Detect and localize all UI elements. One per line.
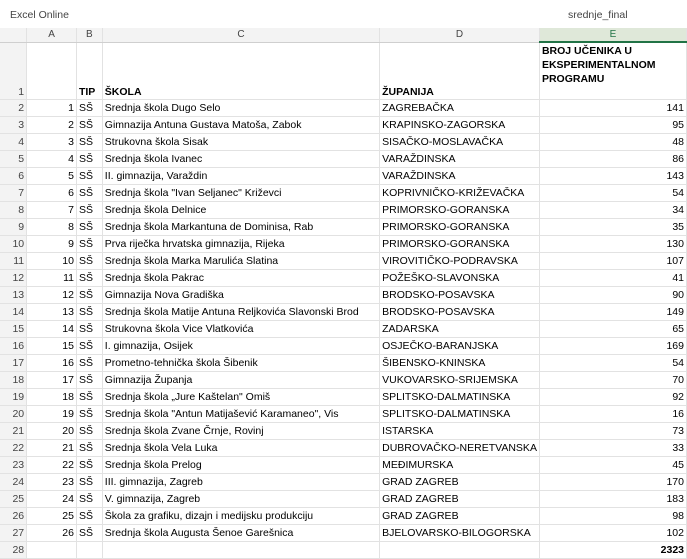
cell-e-broj[interactable]: 54 bbox=[539, 185, 686, 202]
table-row bbox=[0, 389, 687, 406]
column-header-e[interactable]: E bbox=[539, 28, 686, 42]
cell-a-index[interactable]: 4 bbox=[27, 151, 77, 168]
cell-a-index[interactable]: 17 bbox=[27, 372, 77, 389]
row-header[interactable]: 12 bbox=[0, 270, 27, 287]
cell-b-tip[interactable]: SŠ bbox=[76, 338, 102, 355]
cell-a-index[interactable]: 13 bbox=[27, 304, 77, 321]
cell-d-zupanija[interactable]: OSJEČKO-BARANJSKA bbox=[380, 338, 540, 355]
table-row bbox=[0, 406, 687, 423]
table-row bbox=[0, 202, 687, 219]
column-header-d[interactable]: D bbox=[380, 28, 540, 42]
row-header[interactable]: 28 bbox=[0, 542, 27, 559]
cell-a-index[interactable]: 6 bbox=[27, 185, 77, 202]
row-header[interactable]: 18 bbox=[0, 372, 27, 389]
cell-a-index[interactable]: 11 bbox=[27, 270, 77, 287]
column-header-c[interactable]: C bbox=[102, 28, 379, 42]
cell-a-index[interactable]: 20 bbox=[27, 423, 77, 440]
cell-b-tip[interactable]: SŠ bbox=[76, 168, 102, 185]
table-row bbox=[0, 372, 687, 389]
cell-d-zupanija[interactable]: GRAD ZAGREB bbox=[380, 491, 540, 508]
table-row bbox=[0, 134, 687, 151]
cell-a-index[interactable]: 14 bbox=[27, 321, 77, 338]
row-header[interactable]: 3 bbox=[0, 117, 27, 134]
row-header[interactable]: 19 bbox=[0, 389, 27, 406]
cell-e-broj[interactable]: 183 bbox=[539, 491, 686, 508]
cell-e-broj[interactable]: 16 bbox=[539, 406, 686, 423]
row-header[interactable]: 22 bbox=[0, 440, 27, 457]
cell-b-tip[interactable]: SŠ bbox=[76, 253, 102, 270]
cell-d-zupanija[interactable]: MEĐIMURSKA bbox=[380, 457, 540, 474]
cell-e-broj[interactable]: 107 bbox=[539, 253, 686, 270]
cell-c-skola[interactable]: Srednja škola Augusta Šenoe Garešnica bbox=[102, 525, 379, 542]
cell-e-broj[interactable]: 33 bbox=[539, 440, 686, 457]
cell-a-index[interactable]: 8 bbox=[27, 219, 77, 236]
cell-d-zupanija[interactable]: POŽEŠKO-SLAVONSKA bbox=[380, 270, 540, 287]
cell-b-tip[interactable]: SŠ bbox=[76, 372, 102, 389]
cell-e-broj[interactable]: 35 bbox=[539, 219, 686, 236]
cell-e-broj[interactable]: 98 bbox=[539, 508, 686, 525]
cell-d-zupanija[interactable]: VARAŽDINSKA bbox=[380, 168, 540, 185]
cell-d-zupanija[interactable]: KRAPINSKO-ZAGORSKA bbox=[380, 117, 540, 134]
cell-b-tip[interactable]: SŠ bbox=[76, 355, 102, 372]
header-cell-skola[interactable]: ŠKOLA bbox=[102, 42, 379, 100]
row-header[interactable]: 7 bbox=[0, 185, 27, 202]
cell-a-index[interactable]: 18 bbox=[27, 389, 77, 406]
cell-c-skola[interactable]: Srednja škola Dugo Selo bbox=[102, 100, 379, 117]
table-row bbox=[0, 287, 687, 304]
cell-a[interactable] bbox=[27, 542, 77, 559]
table-row bbox=[0, 355, 687, 372]
row-header[interactable]: 14 bbox=[0, 304, 27, 321]
cell-d-zupanija[interactable]: ZADARSKA bbox=[380, 321, 540, 338]
row-header[interactable]: 5 bbox=[0, 151, 27, 168]
cell-d-zupanija[interactable]: SPLITSKO-DALMATINSKA bbox=[380, 406, 540, 423]
row-header[interactable]: 6 bbox=[0, 168, 27, 185]
cell-b-tip[interactable]: SŠ bbox=[76, 508, 102, 525]
cell-b-tip[interactable]: SŠ bbox=[76, 304, 102, 321]
row-header[interactable]: 13 bbox=[0, 287, 27, 304]
cell-b-tip[interactable]: SŠ bbox=[76, 287, 102, 304]
table-row bbox=[0, 219, 687, 236]
title-bar bbox=[0, 0, 687, 28]
cell-e-broj[interactable]: 86 bbox=[539, 151, 686, 168]
cell-a-index[interactable]: 10 bbox=[27, 253, 77, 270]
table-row bbox=[0, 117, 687, 134]
header-cell-tip[interactable]: TIP bbox=[76, 42, 102, 100]
table-row bbox=[0, 474, 687, 491]
cell-c[interactable] bbox=[102, 542, 379, 559]
column-header-a[interactable]: A bbox=[27, 28, 77, 42]
cell-c-skola[interactable]: Srednja škola Pakrac bbox=[102, 270, 379, 287]
table-row bbox=[0, 253, 687, 270]
cell-b-tip[interactable]: SŠ bbox=[76, 117, 102, 134]
cell-a-index[interactable]: 26 bbox=[27, 525, 77, 542]
cell-e-broj[interactable]: 143 bbox=[539, 168, 686, 185]
cell-d-zupanija[interactable]: ŠIBENSKO-KNINSKA bbox=[380, 355, 540, 372]
table-row bbox=[0, 100, 687, 117]
cell-c-skola[interactable]: Srednja škola „Jure Kaštelan" Omiš bbox=[102, 389, 379, 406]
cell-c-skola[interactable]: Srednja škola Prelog bbox=[102, 457, 379, 474]
table-row bbox=[0, 457, 687, 474]
cell-c-skola[interactable]: III. gimnazija, Zagreb bbox=[102, 474, 379, 491]
cell-b[interactable] bbox=[76, 542, 102, 559]
header-cell-a[interactable] bbox=[27, 42, 77, 100]
header-cell-broj-ucenika[interactable]: BROJ UČENIKA U EKSPERIMENTALNOM PROGRAMU bbox=[539, 42, 686, 100]
cell-b-tip[interactable]: SŠ bbox=[76, 134, 102, 151]
cell-c-skola[interactable]: Srednja škola Ivanec bbox=[102, 151, 379, 168]
cell-c-skola[interactable]: Srednja škola Matije Antuna Reljkovića Slavonski Brod bbox=[102, 304, 379, 321]
cell-b-tip[interactable]: SŠ bbox=[76, 219, 102, 236]
table-row bbox=[0, 525, 687, 542]
table-row bbox=[0, 185, 687, 202]
row-header[interactable]: 2 bbox=[0, 100, 27, 117]
cell-d-zupanija[interactable]: SISAČKO-MOSLAVAČKA bbox=[380, 134, 540, 151]
cell-a-index[interactable]: 2 bbox=[27, 117, 77, 134]
cell-b-tip[interactable]: SŠ bbox=[76, 474, 102, 491]
table-row bbox=[0, 440, 687, 457]
document-name[interactable]: srednje_final bbox=[568, 9, 628, 21]
cell-c-skola[interactable]: Strukovna škola Vice Vlatkovića bbox=[102, 321, 379, 338]
cell-e-broj[interactable]: 34 bbox=[539, 202, 686, 219]
cell-a-index[interactable]: 12 bbox=[27, 287, 77, 304]
cell-e-broj[interactable]: 102 bbox=[539, 525, 686, 542]
cell-b-tip[interactable]: SŠ bbox=[76, 100, 102, 117]
cell-e-broj[interactable]: 141 bbox=[539, 100, 686, 117]
cell-b-tip[interactable]: SŠ bbox=[76, 525, 102, 542]
cell-b-tip[interactable]: SŠ bbox=[76, 389, 102, 406]
cell-c-skola[interactable]: Gimnazija Antuna Gustava Matoša, Zabok bbox=[102, 117, 379, 134]
row-header[interactable]: 20 bbox=[0, 406, 27, 423]
cell-b-tip[interactable]: SŠ bbox=[76, 321, 102, 338]
cell-e-broj[interactable]: 130 bbox=[539, 236, 686, 253]
table-row bbox=[0, 321, 687, 338]
cell-d-zupanija[interactable]: BRODSKO-POSAVSKA bbox=[380, 287, 540, 304]
cell-d-zupanija[interactable]: BJELOVARSKO-BILOGORSKA bbox=[380, 525, 540, 542]
cell-d-zupanija[interactable]: KOPRIVNIČKO-KRIŽEVAČKA bbox=[380, 185, 540, 202]
cell-a-index[interactable]: 22 bbox=[27, 457, 77, 474]
cell-c-skola[interactable]: V. gimnazija, Zagreb bbox=[102, 491, 379, 508]
cell-d-zupanija[interactable]: VARAŽDINSKA bbox=[380, 151, 540, 168]
row-header[interactable]: 24 bbox=[0, 474, 27, 491]
cell-c-skola[interactable]: II. gimnazija, Varaždin bbox=[102, 168, 379, 185]
cell-b-tip[interactable]: SŠ bbox=[76, 406, 102, 423]
cell-b-tip[interactable]: SŠ bbox=[76, 457, 102, 474]
row-header[interactable]: 15 bbox=[0, 321, 27, 338]
cell-e-broj[interactable]: 90 bbox=[539, 287, 686, 304]
cell-c-skola[interactable]: Gimnazija Nova Gradiška bbox=[102, 287, 379, 304]
row-header[interactable]: 11 bbox=[0, 253, 27, 270]
cell-b-tip[interactable]: SŠ bbox=[76, 491, 102, 508]
cell-a-index[interactable]: 3 bbox=[27, 134, 77, 151]
cell-b-tip[interactable]: SŠ bbox=[76, 151, 102, 168]
cell-e-broj[interactable]: 45 bbox=[539, 457, 686, 474]
cell-e-broj[interactable]: 48 bbox=[539, 134, 686, 151]
cell-e-broj[interactable]: 73 bbox=[539, 423, 686, 440]
total-row bbox=[0, 542, 687, 559]
table-row bbox=[0, 168, 687, 185]
cell-a-index[interactable]: 21 bbox=[27, 440, 77, 457]
row-header[interactable]: 27 bbox=[0, 525, 27, 542]
app-title: Excel Online bbox=[10, 9, 69, 21]
cell-d-zupanija[interactable]: VIROVITIČKO-PODRAVSKA bbox=[380, 253, 540, 270]
table-row bbox=[0, 491, 687, 508]
cell-c-skola[interactable]: Srednja škola "Ivan Seljanec" Križevci bbox=[102, 185, 379, 202]
cell-a-index[interactable]: 1 bbox=[27, 100, 77, 117]
table-row bbox=[0, 270, 687, 287]
cell-c-skola[interactable]: Strukovna škola Sisak bbox=[102, 134, 379, 151]
cell-e-broj[interactable]: 54 bbox=[539, 355, 686, 372]
cell-c-skola[interactable]: Škola za grafiku, dizajn i medijsku produkciju bbox=[102, 508, 379, 525]
select-all-corner[interactable] bbox=[0, 28, 27, 42]
cell-c-skola[interactable]: Srednja škola Delnice bbox=[102, 202, 379, 219]
cell-e-broj[interactable]: 65 bbox=[539, 321, 686, 338]
cell-a-index[interactable]: 16 bbox=[27, 355, 77, 372]
cell-d-zupanija[interactable]: GRAD ZAGREB bbox=[380, 474, 540, 491]
cell-e-broj[interactable]: 170 bbox=[539, 474, 686, 491]
cell-d-zupanija[interactable]: PRIMORSKO-GORANSKA bbox=[380, 219, 540, 236]
row-header[interactable]: 8 bbox=[0, 202, 27, 219]
cell-c-skola[interactable]: Prva riječka hrvatska gimnazija, Rijeka bbox=[102, 236, 379, 253]
cell-d-zupanija[interactable]: VUKOVARSKO-SRIJEMSKA bbox=[380, 372, 540, 389]
row-header[interactable]: 9 bbox=[0, 219, 27, 236]
header-cell-zupanija[interactable]: ŽUPANIJA bbox=[380, 42, 540, 100]
row-header[interactable]: 16 bbox=[0, 338, 27, 355]
table-row bbox=[0, 338, 687, 355]
total-value[interactable]: 2323 bbox=[539, 542, 686, 559]
cell-c-skola[interactable]: Srednja škola "Antun Matijašević Karamaneo", Vis bbox=[102, 406, 379, 423]
cell-d-zupanija[interactable]: PRIMORSKO-GORANSKA bbox=[380, 202, 540, 219]
column-header-row bbox=[0, 28, 687, 42]
cell-b-tip[interactable]: SŠ bbox=[76, 423, 102, 440]
cell-a-index[interactable]: 25 bbox=[27, 508, 77, 525]
cell-c-skola[interactable]: Srednja škola Marka Marulića Slatina bbox=[102, 253, 379, 270]
cell-b-tip[interactable]: SŠ bbox=[76, 440, 102, 457]
cell-a-index[interactable]: 19 bbox=[27, 406, 77, 423]
cell-e-broj[interactable]: 149 bbox=[539, 304, 686, 321]
table-row bbox=[0, 236, 687, 253]
table-row bbox=[0, 151, 687, 168]
cell-e-broj[interactable]: 41 bbox=[539, 270, 686, 287]
cell-e-broj[interactable]: 70 bbox=[539, 372, 686, 389]
column-header-b[interactable]: B bbox=[76, 28, 102, 42]
cell-a-index[interactable]: 15 bbox=[27, 338, 77, 355]
cell-e-broj[interactable]: 169 bbox=[539, 338, 686, 355]
cell-c-skola[interactable]: Srednja škola Markantuna de Dominisa, Rab bbox=[102, 219, 379, 236]
spreadsheet-grid[interactable] bbox=[0, 28, 687, 559]
cell-d-zupanija[interactable]: ISTARSKA bbox=[380, 423, 540, 440]
cell-b-tip[interactable]: SŠ bbox=[76, 202, 102, 219]
row-header[interactable]: 26 bbox=[0, 508, 27, 525]
cell-d-zupanija[interactable]: GRAD ZAGREB bbox=[380, 508, 540, 525]
cell-c-skola[interactable]: Srednja škola Vela Luka bbox=[102, 440, 379, 457]
table-row bbox=[0, 508, 687, 525]
cell-c-skola[interactable]: I. gimnazija, Osijek bbox=[102, 338, 379, 355]
cell-a-index[interactable]: 5 bbox=[27, 168, 77, 185]
table-row bbox=[0, 423, 687, 440]
row-header[interactable]: 1 bbox=[0, 42, 27, 100]
cell-c-skola[interactable]: Gimnazija Županja bbox=[102, 372, 379, 389]
cell-d-zupanija[interactable]: PRIMORSKO-GORANSKA bbox=[380, 236, 540, 253]
cell-b-tip[interactable]: SŠ bbox=[76, 270, 102, 287]
row-header[interactable]: 17 bbox=[0, 355, 27, 372]
table-row bbox=[0, 304, 687, 321]
cell-a-index[interactable]: 24 bbox=[27, 491, 77, 508]
row-header[interactable]: 23 bbox=[0, 457, 27, 474]
cell-d-zupanija[interactable]: SPLITSKO-DALMATINSKA bbox=[380, 389, 540, 406]
cell-a-index[interactable]: 9 bbox=[27, 236, 77, 253]
cell-d-zupanija[interactable]: BRODSKO-POSAVSKA bbox=[380, 304, 540, 321]
row-header[interactable]: 21 bbox=[0, 423, 27, 440]
cell-d[interactable] bbox=[380, 542, 540, 559]
cell-d-zupanija[interactable]: DUBROVAČKO-NERETVANSKA bbox=[380, 440, 540, 457]
cell-c-skola[interactable]: Prometno-tehnička škola Šibenik bbox=[102, 355, 379, 372]
cell-c-skola[interactable]: Srednja škola Zvane Črnje, Rovinj bbox=[102, 423, 379, 440]
row-header[interactable]: 10 bbox=[0, 236, 27, 253]
cell-b-tip[interactable]: SŠ bbox=[76, 236, 102, 253]
cell-b-tip[interactable]: SŠ bbox=[76, 185, 102, 202]
cell-a-index[interactable]: 7 bbox=[27, 202, 77, 219]
cell-e-broj[interactable]: 95 bbox=[539, 117, 686, 134]
row-header[interactable]: 25 bbox=[0, 491, 27, 508]
row-header[interactable]: 4 bbox=[0, 134, 27, 151]
cell-e-broj[interactable]: 92 bbox=[539, 389, 686, 406]
table-header-row bbox=[0, 42, 687, 100]
cell-a-index[interactable]: 23 bbox=[27, 474, 77, 491]
cell-d-zupanija[interactable]: ZAGREBAČKA bbox=[380, 100, 540, 117]
